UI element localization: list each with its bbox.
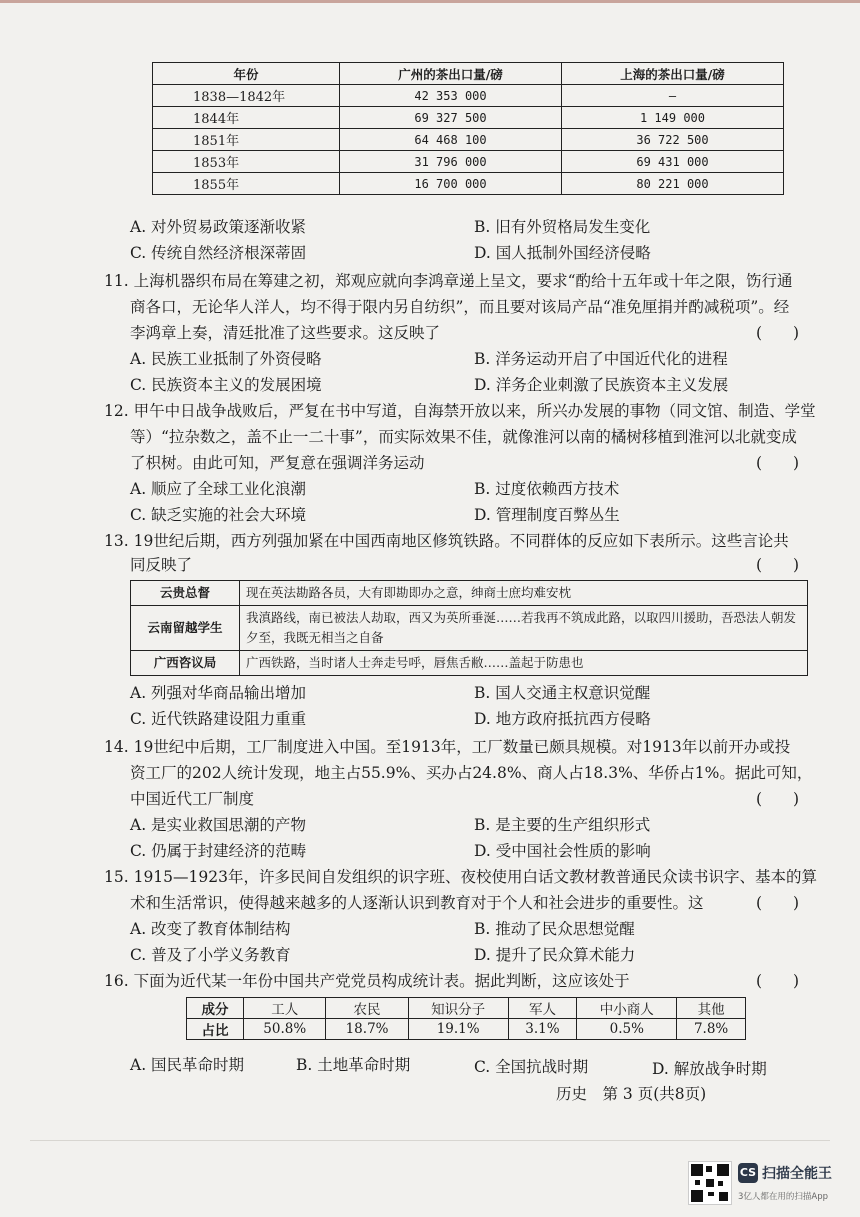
table-header: 知识分子 [408,998,508,1019]
tea-export-table [152,62,784,195]
table-header: 其他 [677,998,746,1019]
table-cell: 50.8% [244,1019,326,1040]
q12-stem-line3: 了枳树。由此可知，严复意在强调洋务运动 [130,454,425,472]
party-member-table [186,997,746,1040]
table-cell: 1855年 [153,173,340,195]
q10-option-b: B. 旧有外贸格局发生变化 [474,218,651,236]
q13-stem-line1: 13. 19世纪后期，西方列强加紧在中国西南地区修筑铁路。不同群体的反应如下表所示。这些言论共 [104,532,789,550]
table-cell: 占比 [187,1019,244,1040]
q13-stem-line2: 同反映了 [130,556,193,574]
table-row [153,173,784,195]
qr-code-icon [688,1161,732,1205]
q15-option-b: B. 推动了民众思想觉醒 [474,920,635,938]
q11-option-a: A. 民族工业抵制了外资侵略 [130,350,322,368]
q16-option-d: D. 解放战争时期 [652,1060,767,1078]
page-footer: 历史 第 3 页(共8页) [556,1085,707,1103]
q12-option-c: C. 缺乏实施的社会大环境 [130,506,307,524]
q12-stem-line1: 12. 甲午中日战争战败后，严复在书中写道，自海禁开放以来，所兴办发展的事物（同文馆、制造、学堂 [104,402,816,420]
table-cell: 广西咨议局 [131,651,240,676]
table-header: 农民 [326,998,408,1019]
table-header: 成分 [187,998,244,1019]
table-cell: 1851年 [153,129,340,151]
table-row [131,606,808,651]
q12-stem-line2: 等）“拉杂数之，盖不止一二十事”，而实际效果不佳，就像淮河以南的橘树移植到淮河以北就变成 [130,428,797,446]
table-cell: 19.1% [408,1019,508,1040]
table-header: 军人 [508,998,577,1019]
q15-stem-line1: 15. 1915—1923年，许多民间自发组织的识字班、夜校使用白话文教材教普通民众读书识字、基本的算 [104,868,817,886]
q10-option-d: D. 国人抵制外国经济侵略 [474,244,651,262]
table-cell: 1 149 000 [562,107,784,129]
q14-option-c: C. 仍属于封建经济的范畴 [130,842,307,860]
camscanner-name: 扫描全能王 [762,1166,832,1182]
table-cell: 现在英法勘路各员，大有即勘即办之意，绅商士庶均难安枕 [240,581,808,606]
table-cell: 1838—1842年 [153,85,340,107]
table-cell: 31 796 000 [340,151,562,173]
q15-option-d: D. 提升了民众算术能力 [474,946,636,964]
table-cell: 80 221 000 [562,173,784,195]
q13-option-d: D. 地方政府抵抗西方侵略 [474,710,651,728]
table-row [153,151,784,173]
q12-option-d: D. 管理制度百弊丛生 [474,506,620,524]
railway-reaction-table [130,580,808,676]
camscanner-logo: CS [738,1163,758,1183]
table-header: 广州的茶出口量/磅 [340,63,562,85]
q12-option-a: A. 顺应了全球工业化浪潮 [130,480,307,498]
q14-answer-paren: ( ) [756,790,800,808]
table-cell: 36 722 500 [562,129,784,151]
q11-option-c: C. 民族资本主义的发展困境 [130,376,322,394]
table-cell: 16 700 000 [340,173,562,195]
table-row [131,651,808,676]
q16-option-c: C. 全国抗战时期 [474,1058,589,1076]
q11-answer-paren: ( ) [756,324,800,342]
q15-option-c: C. 普及了小学义务教育 [130,946,291,964]
table-cell: 1853年 [153,151,340,173]
q16-option-b: B. 土地革命时期 [296,1056,411,1074]
table-cell: 我滇路线，南已被法人劫取，西又为英所垂涎……若我再不筑成此路，以取四川援助，吾恐法人朝发夕至，我既无相当之自备 [240,606,808,651]
q11-stem-line1: 11. 上海机器织布局在筹建之初，郑观应就向李鸿章递上呈文，要求“酌给十五年或十年之限，饬行通 [104,272,793,290]
q14-stem-line1: 14. 19世纪中后期，工厂制度进入中国。至1913年，工厂数量已颇具规模。对1913年以前开办或投 [104,738,791,756]
q12-answer-paren: ( ) [756,454,800,472]
table-cell: 3.1% [508,1019,577,1040]
table-cell: 0.5% [577,1019,677,1040]
q14-stem-line3: 中国近代工厂制度 [130,790,255,808]
table-cell: 18.7% [326,1019,408,1040]
table-cell: 1844年 [153,107,340,129]
q10-option-a: A. 对外贸易政策逐渐收紧 [130,218,307,236]
q15-answer-paren: ( ) [756,894,800,912]
q16-stem-line1: 16. 下面为近代某一年份中国共产党党员构成统计表。据此判断，这应该处于 [104,972,630,990]
q13-option-c: C. 近代铁路建设阻力重重 [130,710,307,728]
table-row [153,107,784,129]
table-header: 年份 [153,63,340,85]
q13-option-a: A. 列强对华商品输出增加 [130,684,307,702]
q11-option-b: B. 洋务运动开启了中国近代化的进程 [474,350,728,368]
q10-option-c: C. 传统自然经济根深蒂固 [130,244,307,262]
q14-option-b: B. 是主要的生产组织形式 [474,816,651,834]
table-cell: 7.8% [677,1019,746,1040]
table-cell: 64 468 100 [340,129,562,151]
q15-option-a: A. 改变了教育体制结构 [130,920,291,938]
q11-stem-line2: 商各口，无论华人洋人，均不得于限内另自纺织”，而且要对该局产品“准免厘捐并酌减税项”。经 [130,298,790,316]
q11-option-d: D. 洋务企业刺激了民族资本主义发展 [474,376,729,394]
table-row [153,129,784,151]
table-cell: 广西铁路，当时诸人士奔走号呼，唇焦舌敝……盖起于防患也 [240,651,808,676]
table-header-row [187,998,746,1019]
table-cell: 云南留越学生 [131,606,240,651]
table-row [131,581,808,606]
q11-stem-line3: 李鸿章上奏，清廷批准了这些要求。这反映了 [130,324,441,342]
q14-stem-line2: 资工厂的202人统计发现，地主占55.9%、买办占24.8%、商人占18.3%、华侨占1%。据此可知， [130,764,813,782]
table-header: 中小商人 [577,998,677,1019]
table-row [187,1019,746,1040]
table-cell: 42 353 000 [340,85,562,107]
q16-option-a: A. 国民革命时期 [130,1056,245,1074]
q14-option-d: D. 受中国社会性质的影响 [474,842,651,860]
q12-option-b: B. 过度依赖西方技术 [474,480,620,498]
q13-option-b: B. 国人交通主权意识觉醒 [474,684,651,702]
q15-stem-line2: 术和生活常识，使得越来越多的人逐渐认识到教育对于个人和社会进步的重要性。这 [130,894,704,912]
table-cell: 69 327 500 [340,107,562,129]
q16-answer-paren: ( ) [756,972,800,990]
table-header: 上海的茶出口量/磅 [562,63,784,85]
q14-option-a: A. 是实业救国思潮的产物 [130,816,307,834]
table-cell: 69 431 000 [562,151,784,173]
table-cell: — [562,85,784,107]
table-cell: 云贵总督 [131,581,240,606]
camscanner-tagline: 3亿人都在用的扫描App [738,1192,829,1202]
table-header: 工人 [244,998,326,1019]
table-row [153,85,784,107]
table-header-row [153,63,784,85]
q13-answer-paren: ( ) [756,556,800,574]
divider [30,1140,830,1141]
